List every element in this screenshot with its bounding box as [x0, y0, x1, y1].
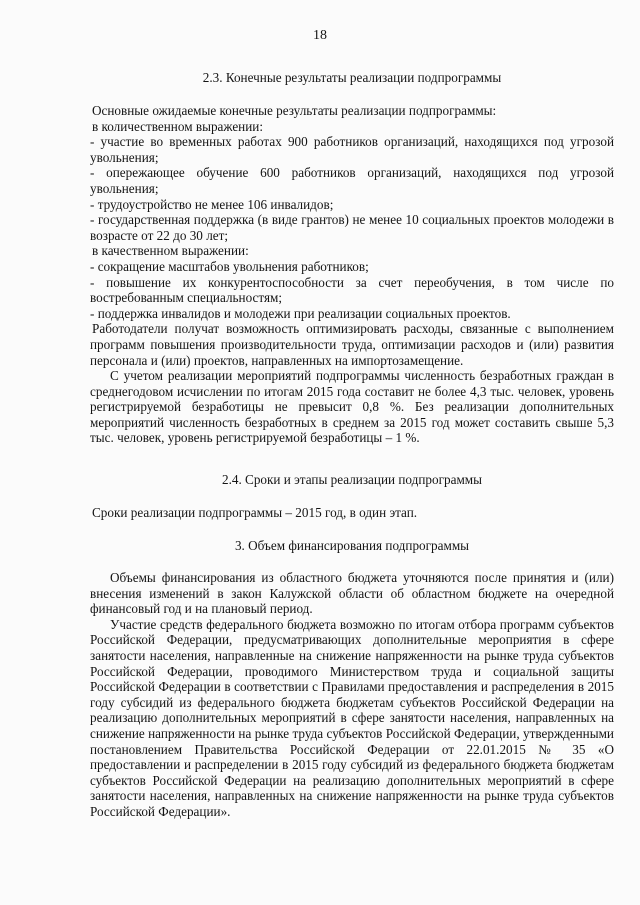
results-intro: Основные ожидаемые конечные результаты реализации подпрограммы:	[92, 103, 497, 118]
section-2-4-body	[90, 505, 614, 521]
quantitative-label: в количественном выражении:	[92, 118, 264, 134]
list-item: - поддержка инвалидов и молодежи при реализации социальных проектов.	[90, 305, 511, 321]
funding-paragraph-2: Участие средств федерального бюджета возможно по итогам отбора программ субъектов Российской Федерации, предусматривающих дополнительные мероприятия в сфере занятости населения, направленные на снижение напряженности на рынке труда субъектов Российской Федерации, проводимого Министерством труда и социальной защиты Российской Федерации в соответствии с Правилами предоставления и распределения в 2015 году субсидий из федерального бюджета бюджетам субъектов Российской Федерации на реализацию дополнительных мероприятий в сфере занятости населения, направленных на снижение напряженности на рынке труда субъектов Российской Федерации, утвержденными постановлением Правительства Российской Федерации от 22.01.2015 № 35 «О предоставлении и распределении в 2015 году субсидий из федерального бюджета бюджетам субъектов Российской Федерации на реализацию дополнительных мероприятий в сфере занятости населения, направленных на снижение напряженности на рынке труда субъектов Российской Федерации».	[90, 616, 614, 819]
section-2-4-heading: 2.4. Сроки и этапы реализации подпрограммы	[221, 472, 483, 487]
list-item: - государственная поддержка (в виде грантов) не менее 10 социальных проектов молодежи в возрасте от 22 до 30 лет;	[90, 212, 614, 243]
qualitative-label: в качественном выражении:	[92, 243, 249, 259]
page-number: 18	[313, 28, 327, 43]
section-2-3-heading: 2.3. Конечные результаты реализации подпрограммы	[202, 70, 502, 85]
employers-paragraph: Работодатели получат возможность оптимизировать расходы, связанные с выполнением программ повышения производительности труда, оптимизации расходов и (или) развития персонала и (или) проектов, направленных на импортозамещение.	[90, 321, 614, 368]
funding-paragraph-1: Объемы финансирования из областного бюджета уточняются после принятия и (или) внесения изменений в закон Калужской области об областном бюджете на очередной финансовый год и на плановый период.	[90, 570, 614, 617]
section-3-heading: 3. Объем финансирования подпрограммы	[234, 538, 470, 553]
list-item: - сокращение масштабов увольнения работников;	[90, 258, 369, 274]
list-item: - опережающее обучение 600 работников организаций, находящихся под угрозой увольнения;	[90, 165, 614, 196]
schedule-text: Сроки реализации подпрограммы – 2015 год, в один этап.	[92, 505, 418, 520]
section-2-3-body	[90, 103, 614, 446]
list-item: - трудоустройство не менее 106 инвалидов;	[90, 196, 334, 212]
list-item: - участие во временных работах 900 работников организаций, находящихся под угрозой увольнения;	[90, 134, 614, 165]
section-3-body	[90, 570, 614, 820]
unemployment-paragraph: С учетом реализации мероприятий подпрограммы численность безработных граждан в среднегодовом исчислении по итогам 2015 года составит не более 4,3 тыс. человек, уровень регистрируемой безработицы не превысит 0,8 %. Без реализации дополнительных мероприятий численность безработных в среднем за 2015 год может составить свыше 5,3 тыс. человек, уровень регистрируемой безработицы – 1 %.	[90, 368, 614, 446]
list-item: - повышение их конкурентоспособности за счет переобучения, в том числе по востребованным специальностям;	[90, 274, 614, 306]
